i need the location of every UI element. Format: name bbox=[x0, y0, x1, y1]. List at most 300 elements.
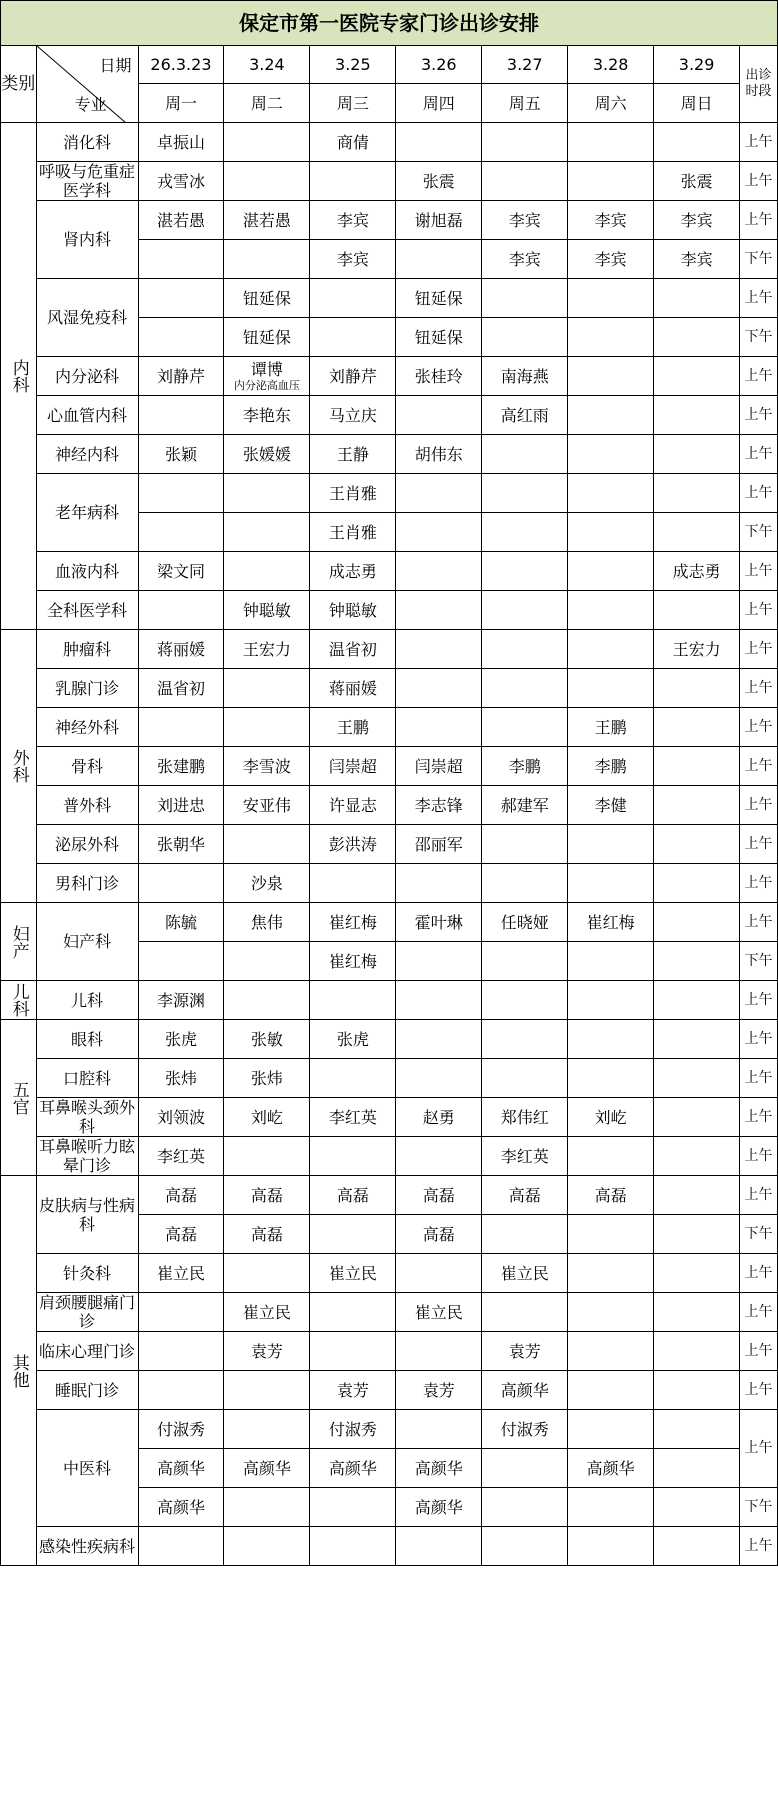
doctor-cell bbox=[138, 1176, 224, 1215]
doctor-cell bbox=[568, 591, 654, 630]
department-cell: 神经外科 bbox=[36, 708, 138, 747]
doctor-cell bbox=[310, 786, 396, 825]
doctor-name: 钟聪敏 bbox=[242, 600, 291, 620]
doctor-cell bbox=[310, 708, 396, 747]
doctor-name: 王宏力 bbox=[672, 639, 721, 659]
doctor-cell bbox=[224, 903, 310, 942]
doctor-name: 高磊 bbox=[164, 1185, 197, 1205]
doctor-name: 张朝华 bbox=[156, 834, 205, 854]
doctor-cell bbox=[396, 864, 482, 903]
doctor-name: 张媛媛 bbox=[242, 444, 291, 464]
weekday-header: 周五 bbox=[482, 84, 568, 123]
department-cell: 全科医学科 bbox=[36, 591, 138, 630]
doctor-cell bbox=[482, 552, 568, 591]
doctor-name: 张震 bbox=[680, 171, 713, 191]
doctor-cell bbox=[482, 591, 568, 630]
doctor-cell bbox=[568, 942, 654, 981]
doctor-cell bbox=[310, 162, 396, 201]
doctor-name: 李红英 bbox=[500, 1146, 549, 1166]
doctor-cell bbox=[396, 279, 482, 318]
date-header: 3.24 bbox=[224, 46, 310, 84]
time-slot-cell: 上午 bbox=[740, 396, 778, 435]
doctor-name: 王宏力 bbox=[242, 639, 291, 659]
table-row bbox=[1, 630, 778, 669]
doctor-cell bbox=[482, 1137, 568, 1176]
doctor-cell bbox=[568, 357, 654, 396]
doctor-cell bbox=[310, 669, 396, 708]
department-cell: 老年病科 bbox=[36, 474, 138, 552]
doctor-cell bbox=[568, 1059, 654, 1098]
doctor-cell bbox=[568, 903, 654, 942]
doctor-cell bbox=[310, 1059, 396, 1098]
doctor-cell bbox=[138, 201, 224, 240]
doctor-name: 高颜华 bbox=[414, 1458, 463, 1478]
doctor-name: 刘静芹 bbox=[156, 366, 205, 386]
doctor-name: 崔红梅 bbox=[586, 912, 635, 932]
doctor-cell bbox=[482, 1488, 568, 1527]
department-cell: 耳鼻喉头颈外科 bbox=[36, 1098, 138, 1137]
doctor-cell bbox=[396, 1215, 482, 1254]
doctor-name: 高颜华 bbox=[586, 1458, 635, 1478]
time-slot-cell: 上午 bbox=[740, 1137, 778, 1176]
doctor-name: 戎雪冰 bbox=[156, 171, 205, 191]
date-header: 26.3.23 bbox=[138, 46, 224, 84]
doctor-cell bbox=[654, 1449, 740, 1488]
doctor-cell bbox=[396, 1059, 482, 1098]
time-slot-cell: 下午 bbox=[740, 1488, 778, 1527]
doctor-name: 南海燕 bbox=[500, 366, 549, 386]
doctor-name: 刘静芹 bbox=[328, 366, 377, 386]
doctor-cell bbox=[396, 318, 482, 357]
doctor-cell bbox=[224, 1215, 310, 1254]
doctor-cell bbox=[482, 1098, 568, 1137]
doctor-cell bbox=[568, 786, 654, 825]
doctor-cell bbox=[482, 240, 568, 279]
doctor-cell bbox=[654, 513, 740, 552]
table-row bbox=[1, 435, 778, 474]
doctor-cell bbox=[224, 162, 310, 201]
doctor-cell bbox=[224, 123, 310, 162]
doctor-name: 张建鹏 bbox=[156, 756, 205, 776]
doctor-cell bbox=[224, 1449, 310, 1488]
doctor-cell bbox=[568, 825, 654, 864]
doctor-cell bbox=[310, 1332, 396, 1371]
doctor-cell bbox=[482, 1293, 568, 1332]
department-cell: 泌尿外科 bbox=[36, 825, 138, 864]
doctor-cell bbox=[310, 903, 396, 942]
doctor-cell bbox=[654, 630, 740, 669]
doctor-cell bbox=[138, 1449, 224, 1488]
department-cell: 口腔科 bbox=[36, 1059, 138, 1098]
doctor-name: 胡伟东 bbox=[414, 444, 463, 464]
doctor-cell bbox=[568, 747, 654, 786]
doctor-cell bbox=[138, 1098, 224, 1137]
doctor-cell bbox=[568, 1371, 654, 1410]
doctor-cell bbox=[310, 474, 396, 513]
department-cell: 睡眠门诊 bbox=[36, 1371, 138, 1410]
doctor-cell bbox=[396, 435, 482, 474]
doctor-cell bbox=[654, 747, 740, 786]
doctor-cell bbox=[482, 1215, 568, 1254]
doctor-cell bbox=[224, 1098, 310, 1137]
table-row bbox=[1, 357, 778, 396]
doctor-name: 袁芳 bbox=[250, 1341, 283, 1361]
time-slot-cell: 下午 bbox=[740, 240, 778, 279]
doctor-name: 张虎 bbox=[164, 1029, 197, 1049]
table-row bbox=[1, 1254, 778, 1293]
doctor-cell bbox=[482, 123, 568, 162]
doctor-cell bbox=[568, 513, 654, 552]
doctor-cell bbox=[654, 591, 740, 630]
time-slot-cell: 上午 bbox=[740, 630, 778, 669]
doctor-cell bbox=[224, 630, 310, 669]
doctor-cell bbox=[224, 552, 310, 591]
doctor-cell bbox=[568, 1020, 654, 1059]
doctor-cell bbox=[224, 474, 310, 513]
doctor-name: 张炜 bbox=[250, 1068, 283, 1088]
doctor-cell bbox=[138, 825, 224, 864]
doctor-name: 高颜华 bbox=[156, 1497, 205, 1517]
doctor-cell bbox=[224, 1332, 310, 1371]
time-slot-cell: 上午 bbox=[740, 1527, 778, 1566]
doctor-cell bbox=[310, 630, 396, 669]
date-header: 3.25 bbox=[310, 46, 396, 84]
doctor-cell bbox=[224, 864, 310, 903]
doctor-name: 崔立民 bbox=[242, 1302, 291, 1322]
doctor-cell bbox=[310, 396, 396, 435]
doctor-name: 高磊 bbox=[508, 1185, 541, 1205]
doctor-name: 袁芳 bbox=[422, 1380, 455, 1400]
doctor-cell bbox=[568, 981, 654, 1020]
weekday-header: 周一 bbox=[138, 84, 224, 123]
doctor-name: 李艳东 bbox=[242, 405, 291, 425]
doctor-name: 李宾 bbox=[508, 249, 541, 269]
doctor-cell bbox=[654, 123, 740, 162]
doctor-name: 刘屹 bbox=[594, 1107, 627, 1127]
doctor-cell bbox=[654, 1215, 740, 1254]
doctor-cell bbox=[654, 1176, 740, 1215]
doctor-cell bbox=[654, 1488, 740, 1527]
doctor-cell bbox=[310, 123, 396, 162]
doctor-name: 钮延保 bbox=[242, 327, 291, 347]
doctor-cell bbox=[224, 981, 310, 1020]
time-slot-cell: 上午 bbox=[740, 747, 778, 786]
doctor-name: 钟聪敏 bbox=[328, 600, 377, 620]
doctor-cell bbox=[654, 435, 740, 474]
doctor-cell bbox=[396, 981, 482, 1020]
category-cell: 其他 bbox=[1, 1176, 37, 1566]
time-slot-cell: 上午 bbox=[740, 1059, 778, 1098]
doctor-name: 高红雨 bbox=[500, 405, 549, 425]
doctor-cell bbox=[138, 591, 224, 630]
time-slot-cell: 上午 bbox=[740, 279, 778, 318]
time-slot-cell: 下午 bbox=[740, 318, 778, 357]
doctor-cell bbox=[568, 279, 654, 318]
doctor-cell bbox=[138, 162, 224, 201]
doctor-name: 蒋丽媛 bbox=[156, 639, 205, 659]
department-cell: 妇产科 bbox=[36, 903, 138, 981]
doctor-cell bbox=[568, 1176, 654, 1215]
doctor-cell bbox=[482, 162, 568, 201]
department-cell: 肿瘤科 bbox=[36, 630, 138, 669]
doctor-name: 任晓娅 bbox=[500, 912, 549, 932]
doctor-cell bbox=[138, 786, 224, 825]
department-cell: 临床心理门诊 bbox=[36, 1332, 138, 1371]
table-row bbox=[1, 474, 778, 513]
table-row bbox=[1, 1527, 778, 1566]
doctor-cell bbox=[138, 1215, 224, 1254]
doctor-name: 高颜华 bbox=[414, 1497, 463, 1517]
doctor-cell bbox=[224, 240, 310, 279]
doctor-name: 邵丽军 bbox=[414, 834, 463, 854]
date-header: 3.29 bbox=[654, 46, 740, 84]
time-slot-cell: 上午 bbox=[740, 162, 778, 201]
category-cell: 妇产 bbox=[1, 903, 37, 981]
doctor-cell bbox=[138, 1371, 224, 1410]
doctor-cell bbox=[310, 552, 396, 591]
doctor-name: 李红英 bbox=[156, 1146, 205, 1166]
department-cell: 血液内科 bbox=[36, 552, 138, 591]
table-row bbox=[1, 708, 778, 747]
department-cell: 呼吸与危重症医学科 bbox=[36, 162, 138, 201]
doctor-name: 马立庆 bbox=[328, 405, 377, 425]
table-row bbox=[1, 1098, 778, 1137]
doctor-cell bbox=[138, 669, 224, 708]
department-cell: 肾内科 bbox=[36, 201, 138, 279]
doctor-name: 李宾 bbox=[336, 210, 369, 230]
time-slot-cell: 上午 bbox=[740, 591, 778, 630]
doctor-cell bbox=[396, 591, 482, 630]
doctor-name: 崔立民 bbox=[500, 1263, 549, 1283]
doctor-name: 沙泉 bbox=[250, 873, 283, 893]
doctor-name: 崔红梅 bbox=[328, 951, 377, 971]
doctor-name: 赵勇 bbox=[422, 1107, 455, 1127]
doctor-cell bbox=[138, 1137, 224, 1176]
doctor-cell bbox=[568, 318, 654, 357]
doctor-cell bbox=[482, 1410, 568, 1449]
time-slot-cell: 上午 bbox=[740, 1254, 778, 1293]
doctor-cell bbox=[482, 903, 568, 942]
doctor-cell bbox=[138, 1059, 224, 1098]
doctor-cell bbox=[568, 1215, 654, 1254]
weekday-header: 周四 bbox=[396, 84, 482, 123]
doctor-cell bbox=[138, 552, 224, 591]
doctor-cell bbox=[396, 942, 482, 981]
table-row bbox=[1, 1371, 778, 1410]
department-cell: 中医科 bbox=[36, 1410, 138, 1527]
weekday-header: 周六 bbox=[568, 84, 654, 123]
doctor-cell bbox=[482, 1527, 568, 1566]
doctor-cell bbox=[396, 630, 482, 669]
date-header: 3.27 bbox=[482, 46, 568, 84]
doctor-cell bbox=[310, 318, 396, 357]
doctor-name: 崔立民 bbox=[156, 1263, 205, 1283]
date-label: 日期 bbox=[99, 56, 132, 75]
doctor-cell bbox=[654, 942, 740, 981]
doctor-cell bbox=[310, 1215, 396, 1254]
doctor-cell bbox=[654, 864, 740, 903]
table-row bbox=[1, 864, 778, 903]
doctor-cell bbox=[138, 513, 224, 552]
doctor-name: 成志勇 bbox=[672, 561, 721, 581]
doctor-name: 高颜华 bbox=[242, 1458, 291, 1478]
doctor-cell bbox=[138, 942, 224, 981]
doctor-cell bbox=[138, 396, 224, 435]
doctor-cell bbox=[396, 240, 482, 279]
doctor-cell bbox=[396, 396, 482, 435]
doctor-cell bbox=[138, 1254, 224, 1293]
doctor-cell bbox=[654, 396, 740, 435]
category-header: 类别 bbox=[1, 46, 37, 123]
doctor-cell bbox=[568, 240, 654, 279]
doctor-cell bbox=[224, 513, 310, 552]
doctor-cell bbox=[654, 981, 740, 1020]
doctor-cell bbox=[396, 1371, 482, 1410]
doctor-cell bbox=[310, 1371, 396, 1410]
doctor-cell bbox=[568, 1449, 654, 1488]
doctor-cell bbox=[654, 552, 740, 591]
doctor-name: 崔立民 bbox=[414, 1302, 463, 1322]
doctor-name: 安亚伟 bbox=[242, 795, 291, 815]
doctor-name: 湛若愚 bbox=[156, 210, 205, 230]
table-row bbox=[1, 1410, 778, 1449]
table-row bbox=[1, 1293, 778, 1332]
doctor-cell bbox=[310, 864, 396, 903]
doctor-cell bbox=[654, 1371, 740, 1410]
doctor-name: 谢旭磊 bbox=[414, 210, 463, 230]
doctor-cell bbox=[654, 1059, 740, 1098]
department-cell: 消化科 bbox=[36, 123, 138, 162]
doctor-cell bbox=[654, 669, 740, 708]
department-cell: 神经内科 bbox=[36, 435, 138, 474]
doctor-name: 刘屹 bbox=[250, 1107, 283, 1127]
doctor-cell bbox=[396, 1332, 482, 1371]
doctor-cell bbox=[482, 396, 568, 435]
doctor-name: 王鹏 bbox=[594, 717, 627, 737]
doctor-cell bbox=[224, 825, 310, 864]
doctor-cell bbox=[224, 669, 310, 708]
department-cell: 耳鼻喉听力眩晕门诊 bbox=[36, 1137, 138, 1176]
time-slot-cell: 上午 bbox=[740, 123, 778, 162]
doctor-cell bbox=[482, 981, 568, 1020]
table-row bbox=[1, 591, 778, 630]
doctor-cell bbox=[396, 1020, 482, 1059]
doctor-name: 李宾 bbox=[336, 249, 369, 269]
doctor-cell bbox=[396, 669, 482, 708]
doctor-cell bbox=[138, 630, 224, 669]
doctor-cell bbox=[310, 1020, 396, 1059]
doctor-cell bbox=[654, 786, 740, 825]
doctor-name: 李宾 bbox=[508, 210, 541, 230]
time-slot-cell: 上午 bbox=[740, 474, 778, 513]
time-slot-cell: 上午 bbox=[740, 357, 778, 396]
doctor-cell bbox=[138, 318, 224, 357]
doctor-cell bbox=[224, 279, 310, 318]
doctor-cell bbox=[310, 435, 396, 474]
doctor-cell bbox=[224, 435, 310, 474]
time-slot-cell: 下午 bbox=[740, 513, 778, 552]
doctor-name: 李健 bbox=[594, 795, 627, 815]
time-slot-cell: 下午 bbox=[740, 942, 778, 981]
doctor-name: 付淑秀 bbox=[328, 1419, 377, 1439]
doctor-cell bbox=[568, 474, 654, 513]
doctor-cell bbox=[224, 1137, 310, 1176]
doctor-name: 温省初 bbox=[328, 639, 377, 659]
doctor-cell bbox=[568, 708, 654, 747]
doctor-cell bbox=[568, 1254, 654, 1293]
doctor-name: 高磊 bbox=[422, 1224, 455, 1244]
doctor-cell bbox=[224, 591, 310, 630]
doctor-cell bbox=[138, 981, 224, 1020]
doctor-name: 王肖雅 bbox=[328, 483, 377, 503]
doctor-cell bbox=[482, 1449, 568, 1488]
doctor-cell bbox=[396, 825, 482, 864]
time-slot-cell: 上午 bbox=[740, 1332, 778, 1371]
weekday-header: 周三 bbox=[310, 84, 396, 123]
doctor-cell bbox=[396, 903, 482, 942]
doctor-name: 张炜 bbox=[164, 1068, 197, 1088]
doctor-name: 郑伟红 bbox=[500, 1107, 549, 1127]
doctor-cell bbox=[482, 708, 568, 747]
time-slot-cell: 上午 bbox=[740, 1176, 778, 1215]
doctor-cell bbox=[568, 123, 654, 162]
doctor-cell bbox=[138, 357, 224, 396]
doctor-cell bbox=[654, 1527, 740, 1566]
doctor-name: 霍叶琳 bbox=[414, 912, 463, 932]
doctor-cell bbox=[396, 708, 482, 747]
time-slot-cell: 上午 bbox=[740, 1293, 778, 1332]
time-slot-cell: 下午 bbox=[740, 1215, 778, 1254]
doctor-cell bbox=[654, 474, 740, 513]
doctor-cell bbox=[396, 1254, 482, 1293]
doctor-name: 焦伟 bbox=[250, 912, 283, 932]
doctor-cell bbox=[482, 1254, 568, 1293]
schedule-table bbox=[0, 45, 778, 1566]
doctor-cell bbox=[138, 708, 224, 747]
doctor-name: 李宾 bbox=[594, 210, 627, 230]
doctor-name: 张虎 bbox=[336, 1029, 369, 1049]
doctor-name: 李宾 bbox=[680, 210, 713, 230]
doctor-cell bbox=[138, 1410, 224, 1449]
doctor-cell bbox=[138, 1488, 224, 1527]
doctor-cell bbox=[568, 1098, 654, 1137]
doctor-cell bbox=[482, 513, 568, 552]
doctor-cell bbox=[224, 1527, 310, 1566]
doctor-cell bbox=[310, 942, 396, 981]
doctor-cell bbox=[568, 1137, 654, 1176]
doctor-name: 张震 bbox=[422, 171, 455, 191]
doctor-name: 李鹏 bbox=[594, 756, 627, 776]
doctor-cell bbox=[310, 513, 396, 552]
doctor-cell bbox=[138, 747, 224, 786]
doctor-name: 高磊 bbox=[250, 1224, 283, 1244]
doctor-cell bbox=[482, 942, 568, 981]
doctor-name: 商倩 bbox=[336, 132, 369, 152]
doctor-name: 蒋丽媛 bbox=[328, 678, 377, 698]
category-cell: 内科 bbox=[1, 123, 37, 630]
dept-label: 专业 bbox=[74, 95, 107, 114]
doctor-cell bbox=[482, 435, 568, 474]
table-row bbox=[1, 786, 778, 825]
department-cell: 风湿免疫科 bbox=[36, 279, 138, 357]
doctor-name: 温省初 bbox=[156, 678, 205, 698]
table-row bbox=[1, 162, 778, 201]
doctor-cell bbox=[138, 435, 224, 474]
doctor-cell bbox=[482, 318, 568, 357]
time-slot-cell: 上午 bbox=[740, 1098, 778, 1137]
doctor-name: 李志锋 bbox=[414, 795, 463, 815]
doctor-name: 高磊 bbox=[250, 1185, 283, 1205]
